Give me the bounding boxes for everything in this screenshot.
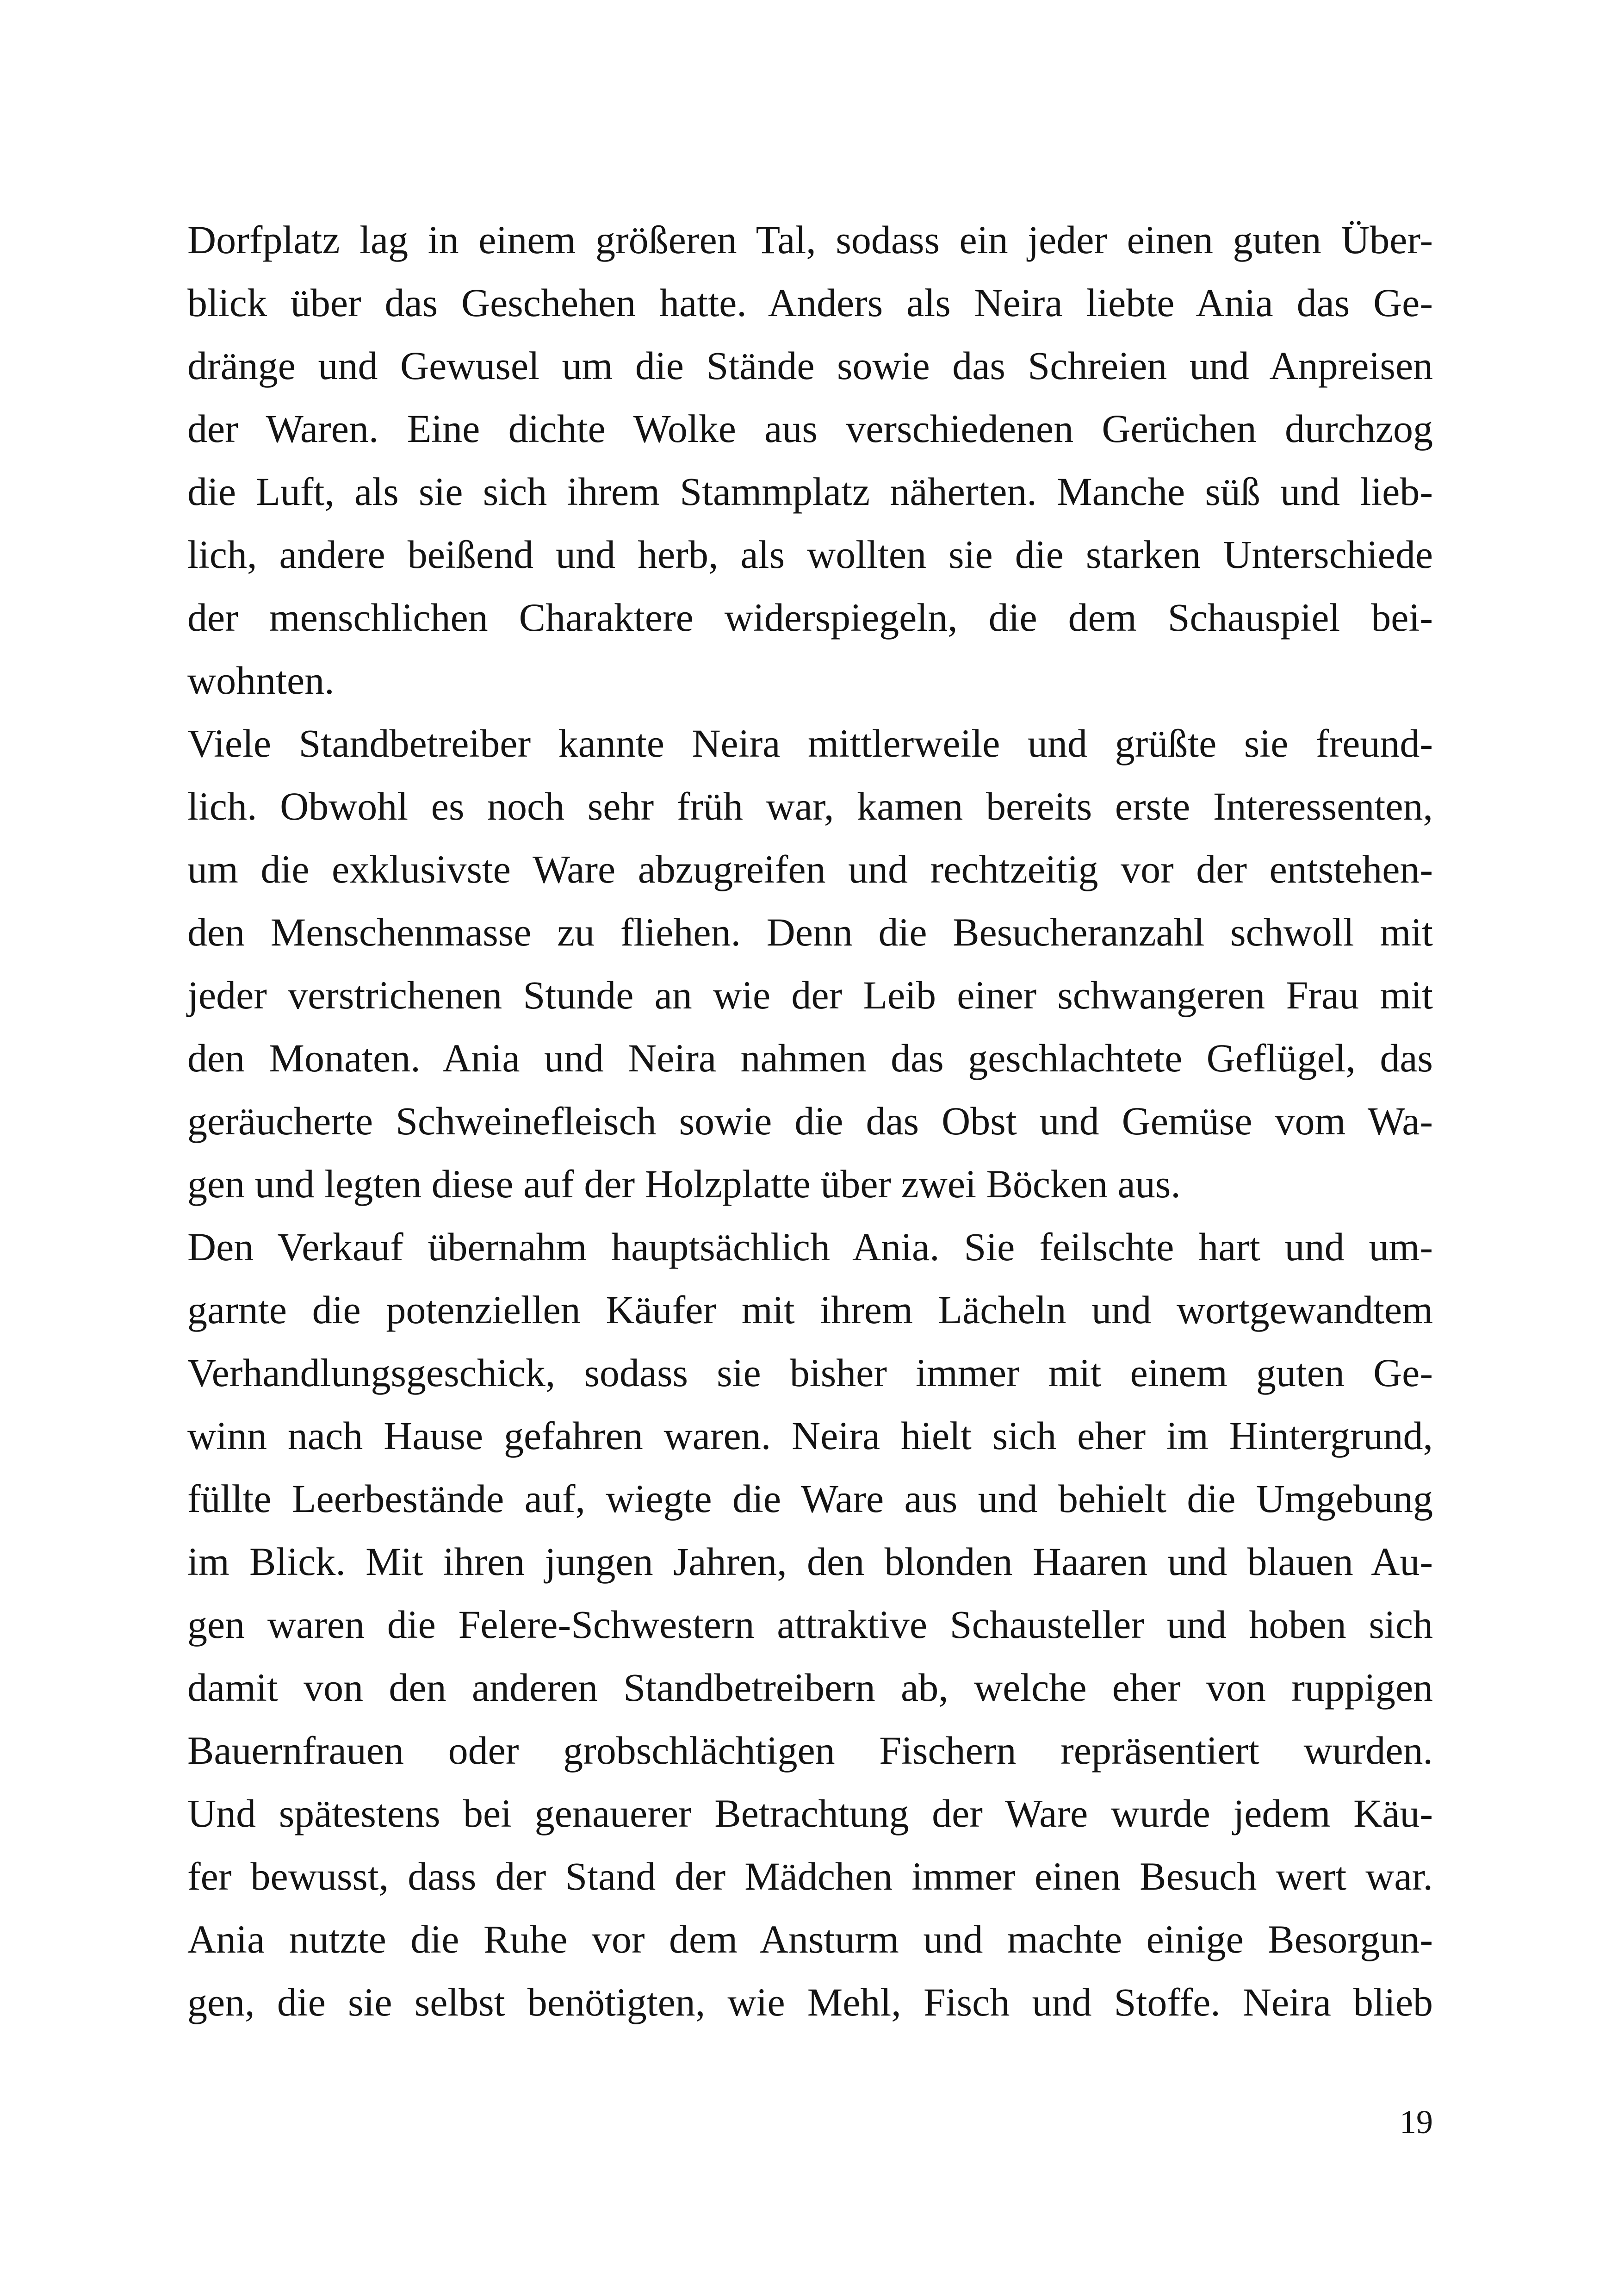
text-line: Verhandlungsgeschick, sodass sie bisher immer mit einem guten Ge- — [187, 1350, 1433, 1395]
text-line: fer bewusst, dass der Stand der Mädchen immer einen Besuch wert war. — [187, 1854, 1433, 1898]
text-line: wohnten. — [187, 658, 335, 703]
text-line: gen waren die Felere-Schwestern attraktive Schausteller und hoben sich — [187, 1602, 1433, 1647]
text-line: gen und legten diese auf der Holzplatte über zwei Böcken aus. — [187, 1162, 1181, 1206]
text-line: der Waren. Eine dichte Wolke aus verschiedenen Gerüchen durchzog — [187, 406, 1433, 451]
text-line: blick über das Geschehen hatte. Anders als Neira liebte Ania das Ge- — [187, 280, 1433, 325]
text-line: Viele Standbetreiber kannte Neira mittlerweile und grüßte sie freund- — [187, 721, 1433, 765]
text-line: füllte Leerbestände auf, wiegte die Ware aus und behielt die Umgebung — [187, 1476, 1433, 1521]
text-line: garnte die potenziellen Käufer mit ihrem Lächeln und wortgewandtem — [187, 1288, 1433, 1332]
text-line: Ania nutzte die Ruhe vor dem Ansturm und machte einige Besorgun- — [187, 1917, 1433, 1961]
text-line: winn nach Hause gefahren waren. Neira hielt sich eher im Hintergrund, — [187, 1413, 1433, 1458]
text-line: den Monaten. Ania und Neira nahmen das geschlachtete Geflügel, das — [187, 1036, 1433, 1080]
text-line: den Menschenmasse zu fliehen. Denn die Besucheranzahl schwoll mit — [187, 910, 1433, 954]
text-line: geräucherte Schweinefleisch sowie die das Obst und Gemüse vom Wa- — [187, 1099, 1433, 1143]
text-line: um die exklusivste Ware abzugreifen und rechtzeitig vor der entstehen- — [187, 847, 1433, 891]
text-line: dränge und Gewusel um die Stände sowie das Schreien und Anpreisen — [187, 343, 1433, 388]
text-line: damit von den anderen Standbetreibern ab, welche eher von ruppigen — [187, 1665, 1433, 1710]
text-line: im Blick. Mit ihren jungen Jahren, den blonden Haaren und blauen Au- — [187, 1539, 1433, 1584]
text-line: Dorfplatz lag in einem größeren Tal, sodass ein jeder einen guten Über- — [187, 218, 1433, 262]
page-number: 19 — [1400, 2103, 1433, 2140]
text-line: der menschlichen Charaktere widerspiegeln, die dem Schauspiel bei- — [187, 595, 1433, 640]
body-text — [187, 208, 1433, 2034]
text-line: lich. Obwohl es noch sehr früh war, kamen bereits erste Interessenten, — [187, 784, 1433, 828]
text-line: Und spätestens bei genauerer Betrachtung der Ware wurde jedem Käu- — [187, 1791, 1433, 1836]
text-line: Bauernfrauen oder grobschlächtigen Fischern repräsentiert wurden. — [187, 1728, 1433, 1773]
text-line: die Luft, als sie sich ihrem Stammplatz näherten. Manche süß und lieb- — [187, 469, 1433, 514]
text-line: gen, die sie selbst benötigten, wie Mehl, Fisch und Stoffe. Neira blieb — [187, 1980, 1433, 2024]
text-line: lich, andere beißend und herb, als wollten sie die starken Unterschiede — [187, 532, 1433, 577]
text-line: jeder verstrichenen Stunde an wie der Leib einer schwangeren Frau mit — [187, 973, 1433, 1017]
text-line: Den Verkauf übernahm hauptsächlich Ania. Sie feilschte hart und um- — [187, 1225, 1433, 1269]
